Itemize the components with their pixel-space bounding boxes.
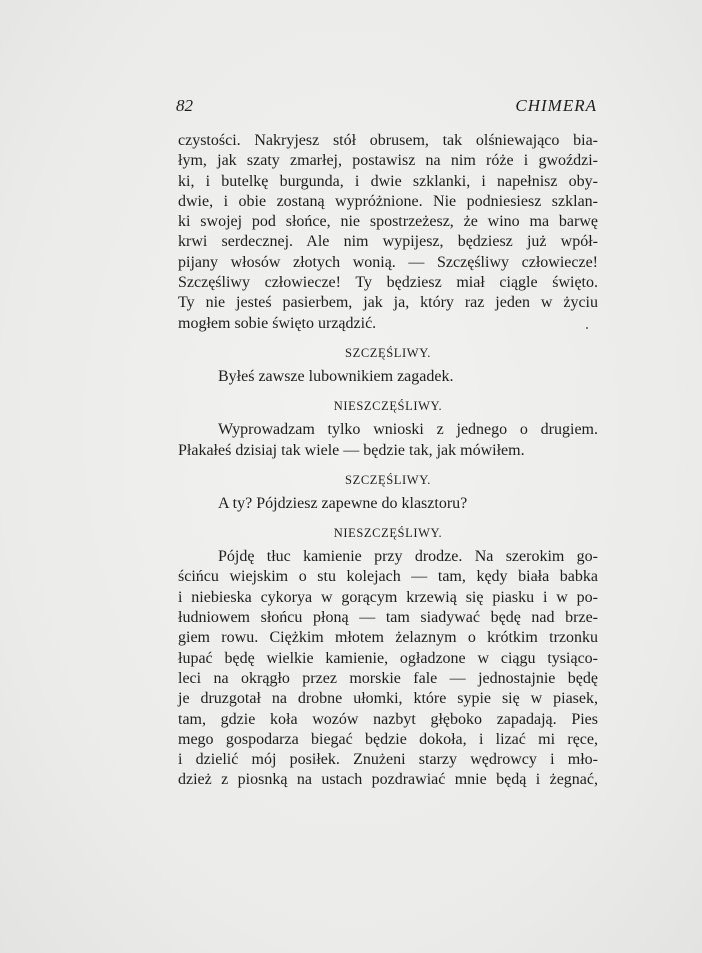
running-title: CHIMERA: [515, 96, 597, 115]
text-line: i niebieska cykorya w gorącym krzewią się piasku i w po-: [178, 588, 598, 606]
page-header: [176, 96, 597, 120]
text-line: ścińcu wiejskim o stu kolejach — tam, kędy biała babka: [178, 568, 598, 586]
text-line: mogłem sobie święto urządzić.: [178, 314, 377, 332]
text-line: Pójdę tłuc kamienie przy drodze. Na szerokim go-: [218, 548, 598, 566]
speaker-label: SZCZĘŚLIWY.: [345, 345, 431, 360]
text-line: leci na okrągło przez morskie fale — jednostajnie będę: [178, 669, 598, 687]
paragraph-5: [178, 547, 598, 791]
text-line: Byłeś zawsze lubownikiem zagadek.: [218, 367, 454, 385]
ink-speck: [586, 327, 588, 329]
text-line: A ty? Pójdziesz zapewne do klasztoru?: [218, 494, 468, 512]
text-line: je druzgotał na drobne ułomki, które sypie się w piasek,: [178, 690, 598, 708]
text-line: tam, gdzie koła wozów nazbyt głęboko zapadają. Pies: [178, 710, 598, 728]
paragraph-1: [178, 131, 598, 334]
speaker-label: NIESZCZĘŚLIWY.: [333, 526, 443, 541]
text-line: i dzielić mój posiłek. Znużeni starzy wędrowcy i mło-: [178, 751, 598, 769]
text-line: dwie, i obie zostaną wypróżnione. Nie podniesiesz szklan-: [178, 192, 598, 210]
speaker-label: NIESZCZĘŚLIWY.: [333, 399, 443, 414]
paragraph-2: [178, 367, 598, 387]
text-line: giem rowu. Ciężkim młotem żelaznym o krótkim trzonku: [178, 629, 598, 647]
text-line: ki swojej pod słońce, nie spostrzeżesz, że wino ma barwę: [178, 213, 598, 231]
text-line: czystości. Nakryjesz stół obrusem, tak olśniewająco bia-: [178, 132, 598, 149]
paragraph-3: [178, 420, 598, 461]
text-line: ki, i butelkę burgunda, i dwie szklanki, i napełnisz oby-: [178, 172, 598, 190]
text-line: mego gospodarza biegać będzie dokoła, i lizać mi ręce,: [178, 730, 598, 748]
text-line: łudniowem słońcu płoną — tam siadywać będę nad brze-: [178, 609, 598, 627]
text-line: Szczęśliwy człowiecze! Ty będziesz miał ciągle święto.: [178, 274, 598, 292]
text-line: dzież z piosnką na ustach pozdrawiać mnie będą i żegnać,: [178, 771, 598, 789]
text-line: Wyprowadzam tylko wnioski z jednego o drugiem.: [218, 421, 598, 439]
page-number: 82: [176, 96, 193, 115]
text-line: łupać będę wielkie kamienie, ogładzone w ciągu tysiąco-: [178, 649, 598, 667]
text-line: pijany włosów złotych wonią. — Szczęśliwy człowiecze!: [178, 253, 598, 271]
speaker-label: SZCZĘŚLIWY.: [345, 472, 431, 487]
text-line: łym, jak szaty zmarłej, postawisz na nim róże i gwoździ-: [178, 152, 598, 170]
text-line: krwi serdecznej. Ale nim wypijesz, będziesz już wpół-: [178, 233, 598, 251]
body-text: [178, 131, 598, 791]
paragraph-4: [178, 494, 598, 514]
text-line: Ty nie jesteś pasierbem, jak ja, który raz jeden w życiu: [178, 294, 598, 312]
text-line: Płakałeś dzisiaj tak wiele — będzie tak, jak mówiłem.: [178, 441, 525, 459]
